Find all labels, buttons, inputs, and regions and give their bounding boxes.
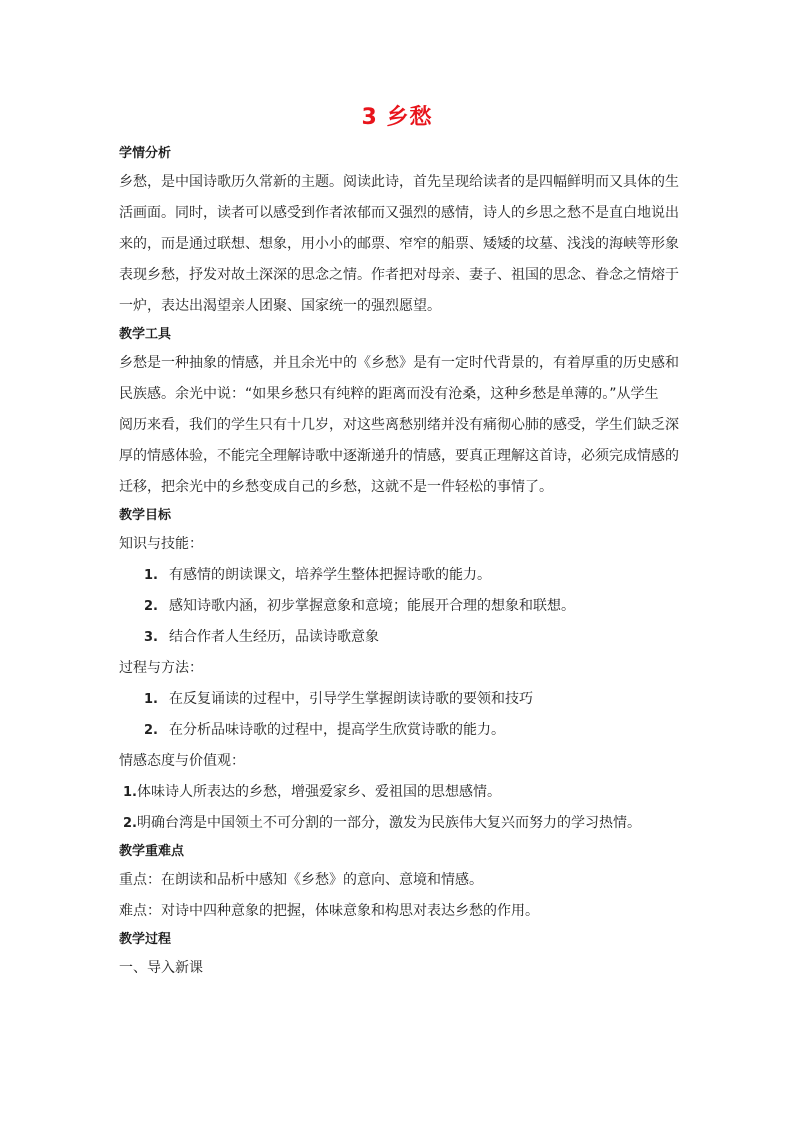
- list-item: [119, 715, 679, 746]
- learning-analysis-paragraph: [119, 167, 679, 322]
- teaching-process-paragraph: [119, 953, 679, 984]
- list-item-text: 明确台湾是中国领土不可分割的一部分，激发为民族伟大复兴而努力的学习热情。: [136, 815, 641, 831]
- list-item-number: 2.: [144, 599, 158, 614]
- goal-group-label-knowledge: 知识与技能：: [119, 536, 203, 552]
- list-item-number: 2.: [144, 723, 158, 738]
- goal-group-label-emotion: 情感态度与价值观：: [119, 753, 245, 769]
- paragraph-line: 阅历来看，我们的学生只有十几岁，对这些离愁别绪并没有痛彻心肺的感受，学生们缺乏深: [119, 417, 679, 433]
- key-difficult-points-paragraph: [119, 865, 679, 927]
- paragraph-line: 民族感。余光中说：“如果乡愁只有纯粹的距离而没有沧桑，这种乡愁是单薄的。”从学生: [119, 386, 659, 402]
- list-item-text: 体味诗人所表达的乡愁，增强爱家乡、爱祖国的思想感情。: [136, 784, 501, 800]
- list-item-number: 1.: [144, 692, 158, 707]
- list-item: [119, 622, 679, 653]
- list-item-number: 3.: [144, 630, 158, 645]
- paragraph-line: 厚的情感体验，不能完全理解诗歌中逐渐递升的情感，要真正理解这首诗，必须完成情感的: [119, 448, 679, 464]
- paragraph-line: 表现乡愁，抒发对故土深深的思念之情。作者把对母亲、妻子、祖国的思念、眷念之情熔于: [119, 267, 679, 283]
- section-heading-teaching-tools: 教学工具: [119, 327, 172, 342]
- list-item: [119, 684, 679, 715]
- section-heading-learning-analysis: 学情分析: [119, 146, 172, 161]
- section-heading-teaching-goals: 教学目标: [119, 508, 172, 523]
- section-heading-teaching-process: 教学过程: [119, 932, 172, 947]
- paragraph-line: 重点：在朗读和品析中感知《乡愁》的意向、意境和情感。: [119, 872, 483, 888]
- paragraph-line: 乡愁是一种抽象的情感，并且余光中的《乡愁》是有一定时代背景的，有着厚重的历史感和: [119, 355, 679, 371]
- paragraph-line: 难点：对诗中四种意象的把握，体味意象和构思对表达乡愁的作用。: [119, 903, 539, 919]
- list-item-text: 在反复诵读的过程中，引导学生掌握朗读诗歌的要领和技巧: [169, 691, 533, 707]
- list-item: [119, 777, 679, 808]
- list-item-text: 感知诗歌内涵，初步掌握意象和意境；能展开合理的想象和联想。: [169, 598, 575, 614]
- list-item-text: 结合作者人生经历，品读诗歌意象: [169, 629, 379, 645]
- goal-group-label-process: 过程与方法：: [119, 660, 203, 676]
- list-item-text: 在分析品味诗歌的过程中，提高学生欣赏诗歌的能力。: [169, 722, 505, 738]
- paragraph-line: 来的，而是通过联想、想象，用小小的邮票、窄窄的船票、矮矮的坟墓、浅浅的海峡等形象: [119, 236, 679, 252]
- paragraph-line: 迁移，把余光中的乡愁变成自己的乡愁，这就不是一件轻松的事情了。: [119, 479, 553, 495]
- list-item-number: 1.: [144, 568, 158, 583]
- list-item-number: 2.: [123, 816, 137, 831]
- list-item-number: 1.: [123, 785, 137, 800]
- list-item: [119, 808, 679, 839]
- list-item-text: 有感情的朗读课文，培养学生整体把握诗歌的能力。: [169, 567, 491, 583]
- teaching-tools-paragraph: [119, 348, 679, 503]
- paragraph-line: 一、导入新课: [119, 960, 203, 976]
- paragraph-line: 一炉，表达出渴望亲人团聚、国家统一的强烈愿望。: [119, 298, 441, 314]
- list-item: [119, 560, 679, 591]
- document-body: [119, 141, 679, 984]
- paragraph-line: 乡愁，是中国诗歌历久常新的主题。阅读此诗，首先呈现给读者的是四幅鲜明而又具体的生: [119, 174, 679, 190]
- paragraph-line: 活画面。同时，读者可以感受到作者浓郁而又强烈的感情，诗人的乡思之愁不是直白地说出: [119, 205, 679, 221]
- list-item: [119, 591, 679, 622]
- section-heading-key-difficult-points: 教学重难点: [119, 844, 185, 859]
- document-title: 3 乡愁: [361, 105, 433, 130]
